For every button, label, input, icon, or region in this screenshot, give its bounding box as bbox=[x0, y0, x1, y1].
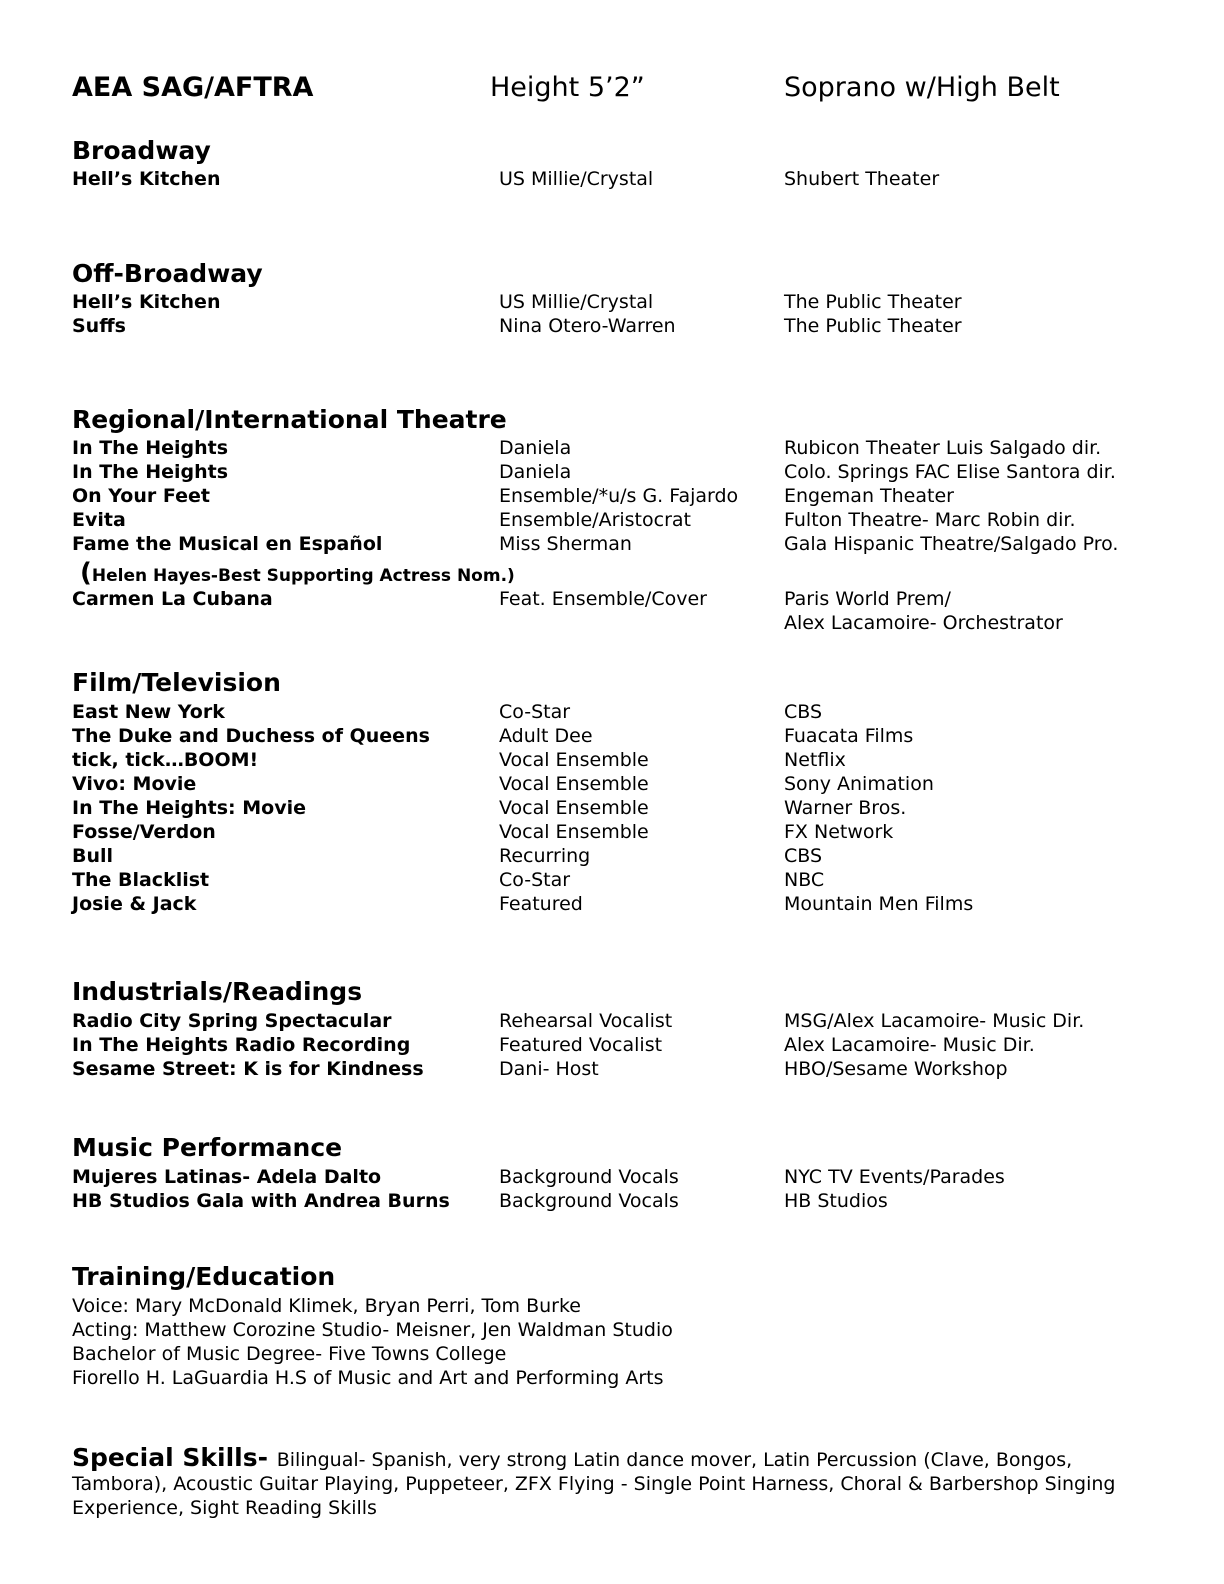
stats-header bbox=[72, 72, 1172, 112]
training-line: Voice: Mary McDonald Klimek, Bryan Perri, Tom Burke bbox=[72, 1295, 581, 1317]
training-line: Acting: Matthew Corozine Studio- Meisner, Jen Waldman Studio bbox=[72, 1319, 673, 1341]
show: In The Heights bbox=[72, 437, 229, 459]
venue: NBC bbox=[784, 869, 825, 891]
credit-row bbox=[72, 844, 1172, 868]
voice-type: Soprano w/High Belt bbox=[784, 72, 1060, 103]
credit-row bbox=[72, 532, 1172, 556]
show: The Blacklist bbox=[72, 869, 210, 891]
show: Bull bbox=[72, 845, 114, 867]
role: Ensemble/Aristocrat bbox=[499, 509, 691, 531]
credit-row bbox=[72, 724, 1172, 748]
venue: Shubert Theater bbox=[784, 168, 940, 190]
venue: Gala Hispanic Theatre/Salgado Pro. bbox=[784, 533, 1119, 555]
credit-row bbox=[72, 820, 1172, 844]
show: Suffs bbox=[72, 315, 126, 337]
credit-row bbox=[72, 587, 1172, 611]
special-skills bbox=[72, 1443, 1152, 1520]
venue: FX Network bbox=[784, 821, 894, 843]
credit-row bbox=[72, 484, 1172, 508]
credit-row-continuation bbox=[72, 611, 1172, 635]
show: In The Heights bbox=[72, 461, 229, 483]
venue: Colo. Springs FAC Elise Santora dir. bbox=[784, 461, 1116, 483]
credit-row bbox=[72, 1057, 1172, 1081]
venue: Warner Bros. bbox=[784, 797, 907, 819]
show: Hell’s Kitchen bbox=[72, 291, 221, 313]
role: Co-Star bbox=[499, 869, 571, 891]
section-title-regional: Regional/International Theatre bbox=[72, 405, 507, 434]
credit-row bbox=[72, 796, 1172, 820]
venue: Alex Lacamoire- Orchestrator bbox=[784, 612, 1063, 634]
show: Mujeres Latinas- Adela Dalto bbox=[72, 1166, 382, 1188]
credit-row bbox=[72, 508, 1172, 532]
credit-row bbox=[72, 748, 1172, 772]
venue: NYC TV Events/Parades bbox=[784, 1166, 1005, 1188]
role: Feat. Ensemble/Cover bbox=[499, 588, 707, 610]
show: Carmen La Cubana bbox=[72, 588, 273, 610]
role: Ensemble/*u/s G. Fajardo bbox=[499, 485, 739, 507]
role: Background Vocals bbox=[499, 1166, 679, 1188]
show: Radio City Spring Spectacular bbox=[72, 1010, 392, 1032]
show: On Your Feet bbox=[72, 485, 210, 507]
role: Dani- Host bbox=[499, 1058, 599, 1080]
training-line: Bachelor of Music Degree- Five Towns College bbox=[72, 1343, 507, 1365]
credit-row bbox=[72, 772, 1172, 796]
show: Vivo: Movie bbox=[72, 773, 197, 795]
role: Rehearsal Vocalist bbox=[499, 1010, 673, 1032]
section-title-film-tv: Film/Television bbox=[72, 668, 281, 697]
show: Fosse/Verdon bbox=[72, 821, 216, 843]
role: Featured Vocalist bbox=[499, 1034, 663, 1056]
venue: Paris World Prem/ bbox=[784, 588, 951, 610]
role: Vocal Ensemble bbox=[499, 797, 649, 819]
venue: HB Studios bbox=[784, 1190, 888, 1212]
show: East New York bbox=[72, 701, 225, 723]
venue: Rubicon Theater Luis Salgado dir. bbox=[784, 437, 1102, 459]
role: Vocal Ensemble bbox=[499, 773, 649, 795]
role: US Millie/Crystal bbox=[499, 168, 654, 190]
show: In The Heights: Movie bbox=[72, 797, 306, 819]
award-note bbox=[80, 558, 515, 588]
section-title-off-broadway: Off-Broadway bbox=[72, 259, 263, 288]
venue: Fuacata Films bbox=[784, 725, 914, 747]
credit-row bbox=[72, 1189, 1172, 1213]
venue: Engeman Theater bbox=[784, 485, 954, 507]
show: HB Studios Gala with Andrea Burns bbox=[72, 1190, 450, 1212]
show: tick, tick…BOOM! bbox=[72, 749, 259, 771]
show: Sesame Street: K is for Kindness bbox=[72, 1058, 424, 1080]
venue: MSG/Alex Lacamoire- Music Dir. bbox=[784, 1010, 1085, 1032]
credit-row bbox=[72, 700, 1172, 724]
role: Vocal Ensemble bbox=[499, 821, 649, 843]
show: Fame the Musical en Español bbox=[72, 533, 383, 555]
show: Josie & Jack bbox=[72, 893, 197, 915]
credit-row bbox=[72, 1033, 1172, 1057]
section-title-training: Training/Education bbox=[72, 1262, 336, 1291]
unions: AEA SAG/AFTRA bbox=[72, 72, 314, 103]
venue: Sony Animation bbox=[784, 773, 934, 795]
section-title-industrials: Industrials/Readings bbox=[72, 977, 363, 1006]
credit-row bbox=[72, 892, 1172, 916]
height: Height 5’2” bbox=[490, 72, 645, 103]
credit-row bbox=[72, 436, 1172, 460]
role: Miss Sherman bbox=[499, 533, 632, 555]
role: Featured bbox=[499, 893, 583, 915]
note-open-paren: ( bbox=[80, 558, 92, 588]
role: Adult Dee bbox=[499, 725, 593, 747]
role: Vocal Ensemble bbox=[499, 749, 649, 771]
venue: CBS bbox=[784, 845, 823, 867]
credit-row bbox=[72, 167, 1172, 191]
credit-row bbox=[72, 290, 1172, 314]
venue: Netflix bbox=[784, 749, 846, 771]
credit-row bbox=[72, 868, 1172, 892]
role: Co-Star bbox=[499, 701, 571, 723]
role: US Millie/Crystal bbox=[499, 291, 654, 313]
credit-row bbox=[72, 460, 1172, 484]
training-line: Fiorello H. LaGuardia H.S of Music and Art and Performing Arts bbox=[72, 1367, 664, 1389]
venue: The Public Theater bbox=[784, 291, 962, 313]
role: Daniela bbox=[499, 437, 572, 459]
show: Hell’s Kitchen bbox=[72, 168, 221, 190]
venue: CBS bbox=[784, 701, 823, 723]
show: Evita bbox=[72, 509, 126, 531]
role: Nina Otero-Warren bbox=[499, 315, 676, 337]
show: In The Heights Radio Recording bbox=[72, 1034, 411, 1056]
venue: Mountain Men Films bbox=[784, 893, 974, 915]
role: Daniela bbox=[499, 461, 572, 483]
credit-row bbox=[72, 314, 1172, 338]
credit-row bbox=[72, 1165, 1172, 1189]
show: The Duke and Duchess of Queens bbox=[72, 725, 430, 747]
section-title-skills: Special Skills- bbox=[72, 1443, 277, 1472]
venue: The Public Theater bbox=[784, 315, 962, 337]
note-text: Helen Hayes-Best Supporting Actress Nom.) bbox=[91, 566, 515, 586]
role: Background Vocals bbox=[499, 1190, 679, 1212]
venue: Alex Lacamoire- Music Dir. bbox=[784, 1034, 1035, 1056]
role: Recurring bbox=[499, 845, 591, 867]
section-title-broadway: Broadway bbox=[72, 136, 211, 165]
skills-text: Bilingual- Spanish, very strong Latin dance mover, Latin Percussion (Clave, Bongos, Tambora), Acoustic Guitar Playing, Puppeteer, ZFX Flying - Single Point Harness, Choral & Barbershop Singing Experience, Sight Reading Skills bbox=[72, 1449, 1116, 1519]
venue: HBO/Sesame Workshop bbox=[784, 1058, 1008, 1080]
venue: Fulton Theatre- Marc Robin dir. bbox=[784, 509, 1076, 531]
section-title-music: Music Performance bbox=[72, 1133, 343, 1162]
credit-row bbox=[72, 1009, 1172, 1033]
